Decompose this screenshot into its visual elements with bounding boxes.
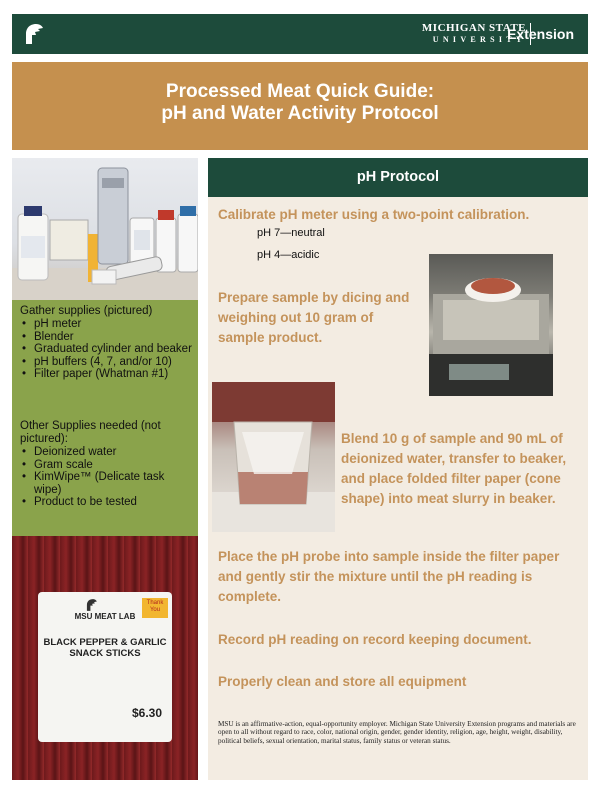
top-banner <box>12 14 588 54</box>
ph-protocol-panel <box>208 158 588 780</box>
nondiscrimination-statement: MSU is an affirmative-action, equal-opportunity employer. Michigan State University Extension programs and materials are open to all without regard to race, color, national origin, gender, gender identity, religion, age, height, weight, disability, political beliefs, sexual orientation, marital status, family status or veteran status. <box>218 720 576 745</box>
step-probe: Place the pH probe into sample inside the filter paper and gently stir the mixture until the pH reading is complete. <box>218 549 560 604</box>
scale-illustration <box>429 254 553 396</box>
step-blend: Blend 10 g of sample and 90 mL of deionized water, transfer to beaker, and place folded filter paper (cone shape) into meat slurry in beaker. <box>341 431 567 506</box>
list-item: • KimWipe™ (Delicate task wipe) <box>16 471 194 496</box>
supplies-illustration <box>12 158 198 300</box>
list-item: • pH meter <box>16 318 194 331</box>
product-label <box>38 592 172 742</box>
other-supplies-heading: Other Supplies needed (not pictured): <box>20 420 161 445</box>
beaker-illustration <box>212 382 335 532</box>
label-lab-name: MSU MEAT LAB <box>74 612 136 621</box>
supplies-photo <box>12 158 198 300</box>
step-clean: Properly clean and store all equipment <box>218 674 467 689</box>
step-calibrate: Calibrate pH meter using a two-point calibration. <box>218 207 530 222</box>
extension-label: Extension <box>507 26 574 42</box>
label-price: $6.30 <box>131 706 162 720</box>
list-item: • Deionized water <box>16 446 194 459</box>
scale-photo <box>429 254 553 396</box>
title-banner <box>12 62 588 150</box>
spartan-helmet-icon <box>22 22 44 46</box>
snack-sticks-photo <box>12 536 198 780</box>
step-record: Record pH reading on record keeping document. <box>218 632 532 647</box>
list-item: • Blender <box>16 331 194 344</box>
list-item: • pH buffers (4, 7, and/or 10) <box>16 356 194 369</box>
ph-protocol-header: pH Protocol <box>208 158 588 197</box>
buffer-ph4: pH 4—acidic <box>257 249 320 261</box>
label-product-name: BLACK PEPPER & GARLIC SNACK STICKS <box>43 637 167 659</box>
title-line1: Processed Meat Quick Guide: <box>165 81 435 102</box>
brand-line2: UNIVERSITY <box>432 35 526 44</box>
title-line2: pH and Water Activity Protocol <box>161 103 439 124</box>
other-supplies-list <box>16 446 194 509</box>
thank-you-sticker: Thank You <box>142 598 168 618</box>
brand-line1: MICHIGAN STATE <box>421 22 526 34</box>
supplies-heading: Gather supplies (pictured) <box>20 305 153 317</box>
beaker-photo <box>212 382 335 532</box>
left-column <box>12 158 198 780</box>
list-item: • Product to be tested <box>16 496 194 509</box>
spartan-helmet-icon <box>84 598 98 612</box>
supplies-list <box>16 318 194 381</box>
list-item: • Gram scale <box>16 459 194 472</box>
list-item: • Filter paper (Whatman #1) <box>16 368 194 381</box>
step-prepare-sample: Prepare sample by dicing and weighing out 10 gram of sample product. <box>218 290 410 345</box>
list-item: • Graduated cylinder and beaker <box>16 343 194 356</box>
buffer-ph7: pH 7—neutral <box>257 227 325 239</box>
